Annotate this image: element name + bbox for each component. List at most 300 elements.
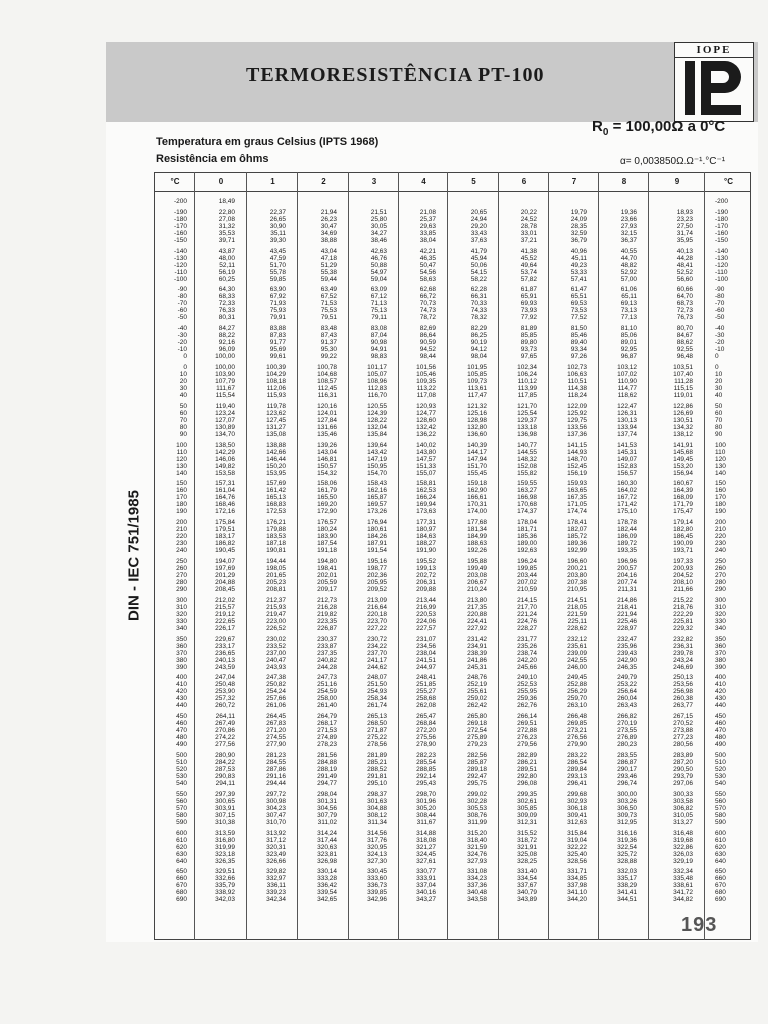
resistance-cell: 88,22 [218, 332, 235, 340]
resistance-cell: 205,23 [266, 579, 286, 586]
resistance-cell: 337,04 [416, 882, 436, 890]
resistance-cell: 268,84 [416, 720, 436, 728]
resistance-cell: 45,11 [571, 254, 587, 262]
table-row [155, 727, 752, 734]
resistance-cell: 231,07 [416, 635, 436, 643]
temperature-cell-right: 250 [715, 558, 726, 565]
resistance-cell: 181,71 [517, 526, 537, 534]
resistance-cell: 229,67 [215, 635, 235, 643]
resistance-cell: 129,37 [517, 416, 537, 424]
resistance-cell: 289,84 [567, 766, 587, 773]
resistance-cell: 296,41 [567, 780, 587, 787]
resistance-cell: 110,12 [517, 378, 537, 385]
resistance-cell: 304,23 [266, 804, 286, 812]
resistance-cell: 341,72 [673, 889, 693, 897]
resistance-cell: 287,86 [266, 766, 286, 773]
temperature-cell-right: 620 [715, 843, 726, 851]
resistance-cell: 152,45 [567, 462, 587, 470]
resistance-cell: 174,74 [567, 508, 587, 516]
resistance-cell: 36,37 [620, 236, 637, 244]
temperature-cell: 150 [176, 480, 187, 488]
temperature-cell-right: 510 [715, 759, 726, 766]
resistance-cell: 145,68 [673, 448, 693, 456]
row-group [155, 830, 752, 865]
resistance-cell: 287,20 [673, 759, 693, 766]
resistance-cell: 267,83 [266, 720, 286, 728]
resistance-cell: 165,50 [317, 494, 337, 502]
resistance-cell: 293,79 [673, 773, 693, 780]
resistance-cell: 266,82 [617, 713, 637, 721]
resistance-cell: 50,88 [370, 261, 387, 269]
resistance-cell: 307,47 [266, 811, 286, 819]
resistance-cell: 278,23 [317, 741, 337, 749]
resistance-cell: 246,00 [567, 663, 587, 671]
resistance-cell: 175,10 [617, 508, 637, 516]
resistance-cell: 344,51 [617, 896, 637, 904]
resistance-cell: 319,68 [673, 836, 693, 844]
resistance-cell: 199,13 [416, 565, 436, 572]
temperature-cell-right: 180 [715, 501, 726, 509]
resistance-cell: 96,87 [620, 353, 637, 361]
resistance-cell: 269,51 [517, 720, 537, 728]
resistance-cell: 203,80 [567, 572, 587, 579]
resistance-cell: 36,79 [570, 236, 587, 244]
resistance-cell: 107,02 [617, 371, 637, 378]
resistance-cell: 117,47 [467, 392, 487, 399]
resistance-cell: 156,57 [617, 469, 637, 477]
resistance-cell: 323,49 [266, 850, 286, 858]
temperature-cell: 80 [179, 423, 187, 431]
resistance-cell: 68,73 [676, 300, 693, 308]
resistance-cell: 262,42 [467, 702, 487, 710]
temperature-cell-right: 220 [715, 533, 726, 541]
resistance-cell: 75,53 [320, 307, 337, 315]
resistance-cell: 150,95 [367, 462, 387, 470]
temperature-cell: 40 [179, 392, 187, 399]
resistance-cell: 156,94 [673, 469, 693, 477]
resistance-cell: 222,29 [673, 610, 693, 618]
resistance-cell: 35,95 [676, 236, 693, 244]
resistance-cell: 319,04 [567, 836, 587, 844]
resistance-cell: 218,05 [567, 603, 587, 611]
resistance-cell: 48,82 [620, 261, 637, 269]
resistance-cell: 282,23 [416, 752, 436, 759]
resistance-cell: 343,27 [416, 896, 436, 904]
resistance-cell: 75,13 [370, 307, 387, 315]
resistance-cell: 227,57 [416, 624, 436, 632]
temperature-cell-right: 630 [715, 850, 726, 858]
table-row [155, 611, 752, 618]
resistance-cell: 25,37 [419, 215, 436, 223]
resistance-cell: 178,78 [617, 519, 637, 527]
resistance-cell: 180,97 [416, 526, 436, 534]
resistance-cell: 219,82 [317, 610, 337, 618]
temperature-cell: 170 [176, 494, 187, 502]
resistance-cell: 344,20 [567, 896, 587, 904]
resistance-cell: 240,82 [317, 656, 337, 664]
table-row [155, 519, 752, 526]
resistance-cell: 25,80 [370, 215, 387, 223]
table-row [155, 798, 752, 805]
resistance-cell: 296,74 [617, 780, 637, 787]
temperature-cell-right: 290 [715, 586, 726, 593]
resistance-cell: 320,95 [367, 843, 387, 851]
resistance-cell: 162,90 [467, 487, 487, 495]
table-row [155, 463, 752, 470]
resistance-cell: 340,16 [416, 889, 436, 897]
resistance-cell: 18,49 [218, 198, 235, 205]
resistance-cell: 22,37 [269, 208, 286, 216]
table-row [155, 216, 752, 223]
temperature-cell-right: 50 [715, 402, 723, 410]
resistance-cell: 52,52 [676, 268, 693, 276]
resistance-cell: 238,74 [517, 649, 537, 657]
resistance-cell: 191,18 [317, 547, 337, 555]
column-divider [704, 172, 705, 940]
table-row [155, 392, 752, 399]
resistance-cell: 212,73 [317, 596, 337, 604]
resistance-cell: 251,16 [317, 681, 337, 689]
resistance-subtitle: Resistência em ôhms [156, 153, 269, 165]
resistance-cell: 139,64 [367, 441, 387, 449]
resistance-cell: 111,28 [674, 378, 693, 385]
table-header [154, 172, 751, 192]
resistance-cell: 294,77 [317, 780, 337, 787]
temperature-cell: 430 [176, 695, 187, 703]
temperature-cell-right: 430 [715, 695, 726, 703]
resistance-cell: 254,93 [367, 688, 387, 696]
resistance-cell: 67,12 [370, 293, 387, 301]
resistance-cell: 233,17 [215, 642, 235, 650]
temperature-cell: 0 [183, 364, 187, 371]
resistance-cell: 242,20 [517, 656, 537, 664]
resistance-cell: 227,22 [367, 624, 387, 632]
resistance-cell: 35,11 [270, 229, 286, 237]
resistance-cell: 280,90 [215, 752, 235, 759]
resistance-cell: 228,27 [517, 624, 537, 632]
resistance-cell: 318,08 [416, 836, 436, 844]
table-row [155, 470, 752, 477]
resistance-cell: 297,06 [673, 780, 693, 787]
resistance-cell: 282,89 [517, 752, 537, 759]
resistance-cell: 300,65 [215, 797, 235, 805]
resistance-cell: 320,63 [317, 843, 337, 851]
resistance-cell: 177,31 [416, 519, 436, 527]
temperature-cell-right: 200 [715, 519, 726, 527]
temperature-cell: -130 [173, 254, 187, 262]
resistance-cell: 187,18 [266, 540, 286, 548]
resistance-cell: 226,52 [266, 624, 286, 632]
temperature-cell-right: 130 [715, 462, 726, 470]
temperature-cell: 300 [176, 596, 187, 604]
resistance-cell: 57,41 [570, 275, 587, 283]
resistance-cell: 109,73 [467, 378, 487, 385]
row-group [155, 325, 752, 360]
resistance-cell: 151,70 [467, 462, 487, 470]
table-row [155, 325, 752, 332]
temperature-cell: -150 [173, 236, 187, 244]
logo-text: IOPE [675, 43, 753, 58]
temperature-cell-right: 120 [715, 455, 726, 463]
resistance-cell: 20,22 [520, 208, 537, 216]
resistance-cell: 326,66 [266, 857, 286, 865]
resistance-cell: 178,41 [567, 519, 587, 527]
temperature-cell: 660 [176, 875, 187, 883]
resistance-cell: 57,00 [620, 275, 637, 283]
table-row [155, 812, 752, 819]
resistance-cell: 124,77 [416, 409, 436, 417]
resistance-cell: 52,11 [219, 261, 235, 269]
resistance-cell: 305,20 [416, 804, 436, 812]
temperature-cell-right: 670 [715, 882, 726, 890]
column-divider [648, 172, 649, 940]
resistance-cell: 26,23 [320, 215, 337, 223]
resistance-cell: 90,98 [370, 339, 387, 347]
resistance-cell: 149,07 [617, 455, 637, 463]
resistance-cell: 313,27 [673, 818, 693, 826]
resistance-cell: 100,78 [317, 364, 337, 371]
resistance-cell: 297,72 [266, 790, 286, 798]
resistance-cell: 209,52 [367, 586, 387, 593]
resistance-cell: 332,66 [215, 875, 235, 883]
resistance-cell: 322,86 [673, 843, 693, 851]
resistance-cell: 98,44 [419, 353, 436, 361]
resistance-cell: 207,02 [517, 579, 537, 586]
resistance-cell: 132,42 [416, 423, 436, 431]
resistance-cell [501, 198, 537, 205]
resistance-cell: 79,51 [320, 314, 337, 322]
resistance-cell: 80,31 [218, 314, 235, 322]
row-group [155, 248, 752, 283]
resistance-cell: 50,47 [419, 261, 436, 269]
resistance-cell: 144,17 [467, 448, 487, 456]
resistance-cell: 22,80 [218, 208, 235, 216]
resistance-cell: 303,26 [617, 797, 637, 805]
resistance-cell: 184,26 [367, 533, 387, 541]
temperature-cell-right: -130 [715, 254, 729, 262]
resistance-cell: 153,20 [673, 462, 693, 470]
resistance-cell: 239,78 [673, 649, 693, 657]
resistance-cell: 343,89 [517, 896, 537, 904]
resistance-cell: 327,61 [416, 857, 436, 865]
resistance-cell: 217,35 [467, 603, 487, 611]
resistance-cell: 243,93 [266, 663, 286, 671]
temperature-cell-right: -200 [715, 198, 729, 205]
resistance-cell: 74,33 [470, 307, 487, 315]
resistance-cell: 224,41 [467, 617, 487, 625]
resistance-cell: 42,63 [370, 247, 387, 255]
resistance-cell: 326,98 [317, 857, 337, 865]
resistance-cell: 96,48 [676, 353, 693, 361]
temperature-cell: 120 [176, 455, 187, 463]
resistance-cell: 99,22 [320, 353, 337, 361]
resistance-cell: 98,83 [370, 353, 387, 361]
resistance-cell: 314,56 [367, 829, 387, 837]
resistance-cell: 249,45 [567, 674, 587, 682]
temperature-cell: 240 [176, 547, 187, 555]
resistance-cell: 71,93 [269, 300, 286, 308]
temperature-cell: 590 [176, 818, 187, 826]
resistance-cell: 85,85 [520, 332, 537, 340]
resistance-cell: 262,08 [416, 702, 436, 710]
resistance-cell: 92,55 [676, 346, 693, 354]
resistance-cell: 263,10 [567, 702, 587, 710]
resistance-cell: 84,67 [676, 332, 693, 340]
resistance-cell: 252,88 [567, 681, 587, 689]
table-row [155, 830, 752, 837]
resistance-cell: 89,40 [570, 339, 587, 347]
row-group [155, 209, 752, 244]
resistance-cell: 301,31 [317, 797, 337, 805]
resistance-cell: 250,13 [673, 674, 693, 682]
resistance-cell: 158,06 [317, 480, 337, 488]
resistance-cell: 276,89 [617, 734, 637, 742]
resistance-cell: 72,33 [218, 300, 235, 308]
resistance-cell: 331,71 [567, 868, 587, 876]
resistance-cell: 165,13 [266, 494, 286, 502]
resistance-cell: 326,35 [215, 857, 235, 865]
table-row [155, 889, 752, 896]
resistance-cell: 312,31 [517, 818, 537, 826]
resistance-cell: 110,90 [617, 378, 637, 385]
resistance-cell: 81,50 [570, 325, 587, 333]
resistance-cell: 27,93 [620, 222, 637, 230]
resistance-cell: 241,86 [467, 656, 487, 664]
temperature-cell-right: 500 [715, 752, 726, 759]
resistance-cell: 275,22 [367, 734, 387, 742]
resistance-cell: 135,08 [266, 430, 286, 438]
resistance-cell: 191,90 [416, 547, 436, 555]
resistance-cell: 49,23 [570, 261, 587, 269]
resistance-cell: 83,08 [370, 325, 387, 333]
resistance-cell: 164,02 [617, 487, 637, 495]
temperature-cell-right: -70 [715, 300, 725, 308]
resistance-cell: 327,30 [367, 857, 387, 865]
resistance-cell: 132,80 [467, 423, 487, 431]
column-divider [297, 172, 298, 940]
resistance-cell: 28,35 [570, 222, 587, 230]
resistance-cell: 63,49 [320, 286, 337, 294]
table-body [154, 192, 751, 940]
resistance-cell: 94,52 [419, 346, 436, 354]
resistance-cell: 95,30 [320, 346, 337, 354]
resistance-cell: 244,28 [317, 663, 337, 671]
resistance-cell: 63,90 [269, 286, 286, 294]
temperature-cell-right: 370 [715, 649, 726, 657]
resistance-cell: 267,49 [215, 720, 235, 728]
resistance-cell [651, 198, 693, 205]
table-row [155, 286, 752, 293]
temperature-cell-right: 320 [715, 610, 726, 618]
resistance-cell: 113,99 [517, 385, 537, 392]
temperature-cell-right: 470 [715, 727, 726, 735]
resistance-cell: 257,66 [266, 695, 286, 703]
resistance-cell: 197,33 [673, 558, 693, 565]
resistance-cell: 133,18 [517, 423, 537, 431]
resistance-cell: 292,47 [467, 773, 487, 780]
resistance-cell: 256,29 [567, 688, 587, 696]
resistance-cell: 55,38 [320, 268, 337, 276]
table-row [155, 688, 752, 695]
resistance-cell: 336,42 [317, 882, 337, 890]
temperature-cell: 570 [176, 804, 187, 812]
column-divider [194, 172, 195, 940]
resistance-cell: 318,40 [467, 836, 487, 844]
temperature-cell-right: 660 [715, 875, 726, 883]
resistance-cell: 218,41 [617, 603, 637, 611]
resistance-cell: 288,19 [317, 766, 337, 773]
resistance-cell: 39,30 [269, 236, 286, 244]
resistance-cell: 224,76 [517, 617, 537, 625]
resistance-cell: 128,60 [416, 416, 436, 424]
resistance-cell: 263,77 [673, 702, 693, 710]
column-header: 6 [521, 177, 527, 186]
table-row [155, 702, 752, 709]
column-header: 2 [321, 177, 326, 186]
resistance-cell: 240,47 [266, 656, 286, 664]
resistance-cell: 222,65 [215, 617, 235, 625]
resistance-cell: 249,79 [617, 674, 637, 682]
row-group [155, 364, 752, 399]
resistance-cell: 282,56 [467, 752, 487, 759]
table-row [155, 720, 752, 727]
row-group [155, 519, 752, 554]
resistance-cell: 168,46 [215, 501, 235, 509]
resistance-cell: 131,66 [317, 423, 337, 431]
table-row [155, 371, 752, 378]
logo-mark-icon [681, 59, 745, 117]
temperature-cell: 90 [179, 430, 187, 438]
table-row [155, 353, 752, 360]
resistance-cell: 213,09 [367, 596, 387, 604]
resistance-cell: 212,37 [266, 596, 286, 604]
resistance-cell: 309,09 [517, 811, 537, 819]
temperature-cell: -180 [173, 215, 187, 223]
temperature-cell-right: 330 [715, 617, 726, 625]
resistance-cell: 225,81 [673, 617, 693, 625]
temperature-cell-right: -170 [715, 222, 729, 230]
resistance-cell: 21,08 [419, 208, 436, 216]
resistance-cell: 295,10 [367, 780, 387, 787]
resistance-cell: 311,99 [467, 818, 487, 826]
resistance-cell: 74,73 [419, 307, 436, 315]
resistance-cell: 261,74 [367, 702, 387, 710]
resistance-cell: 208,45 [215, 586, 235, 593]
resistance-cell: 332,34 [673, 868, 693, 876]
resistance-cell: 161,42 [266, 487, 286, 495]
resistance-cell: 294,44 [266, 780, 286, 787]
resistance-cell: 85,06 [620, 332, 637, 340]
temperature-cell: 110 [176, 448, 187, 456]
resistance-cell: 115,54 [215, 392, 235, 399]
resistance-cell: 264,11 [215, 713, 235, 721]
resistance-cell: 87,83 [269, 332, 286, 340]
resistance-cell: 73,53 [570, 307, 587, 315]
row-group [155, 403, 752, 438]
resistance-cell: 192,26 [467, 547, 487, 555]
resistance-cell: 225,46 [617, 617, 637, 625]
resistance-cell: 248,41 [416, 674, 436, 682]
resistance-cell: 115,93 [266, 392, 286, 399]
resistance-cell: 271,87 [367, 727, 387, 735]
table-row [155, 713, 752, 720]
table-row [155, 695, 752, 702]
resistance-cell: 188,63 [467, 540, 487, 548]
resistance-cell: 196,24 [517, 558, 537, 565]
temperature-cell: 390 [176, 663, 187, 671]
resistance-cell: 342,34 [266, 896, 286, 904]
resistance-cell: 63,09 [370, 286, 387, 294]
